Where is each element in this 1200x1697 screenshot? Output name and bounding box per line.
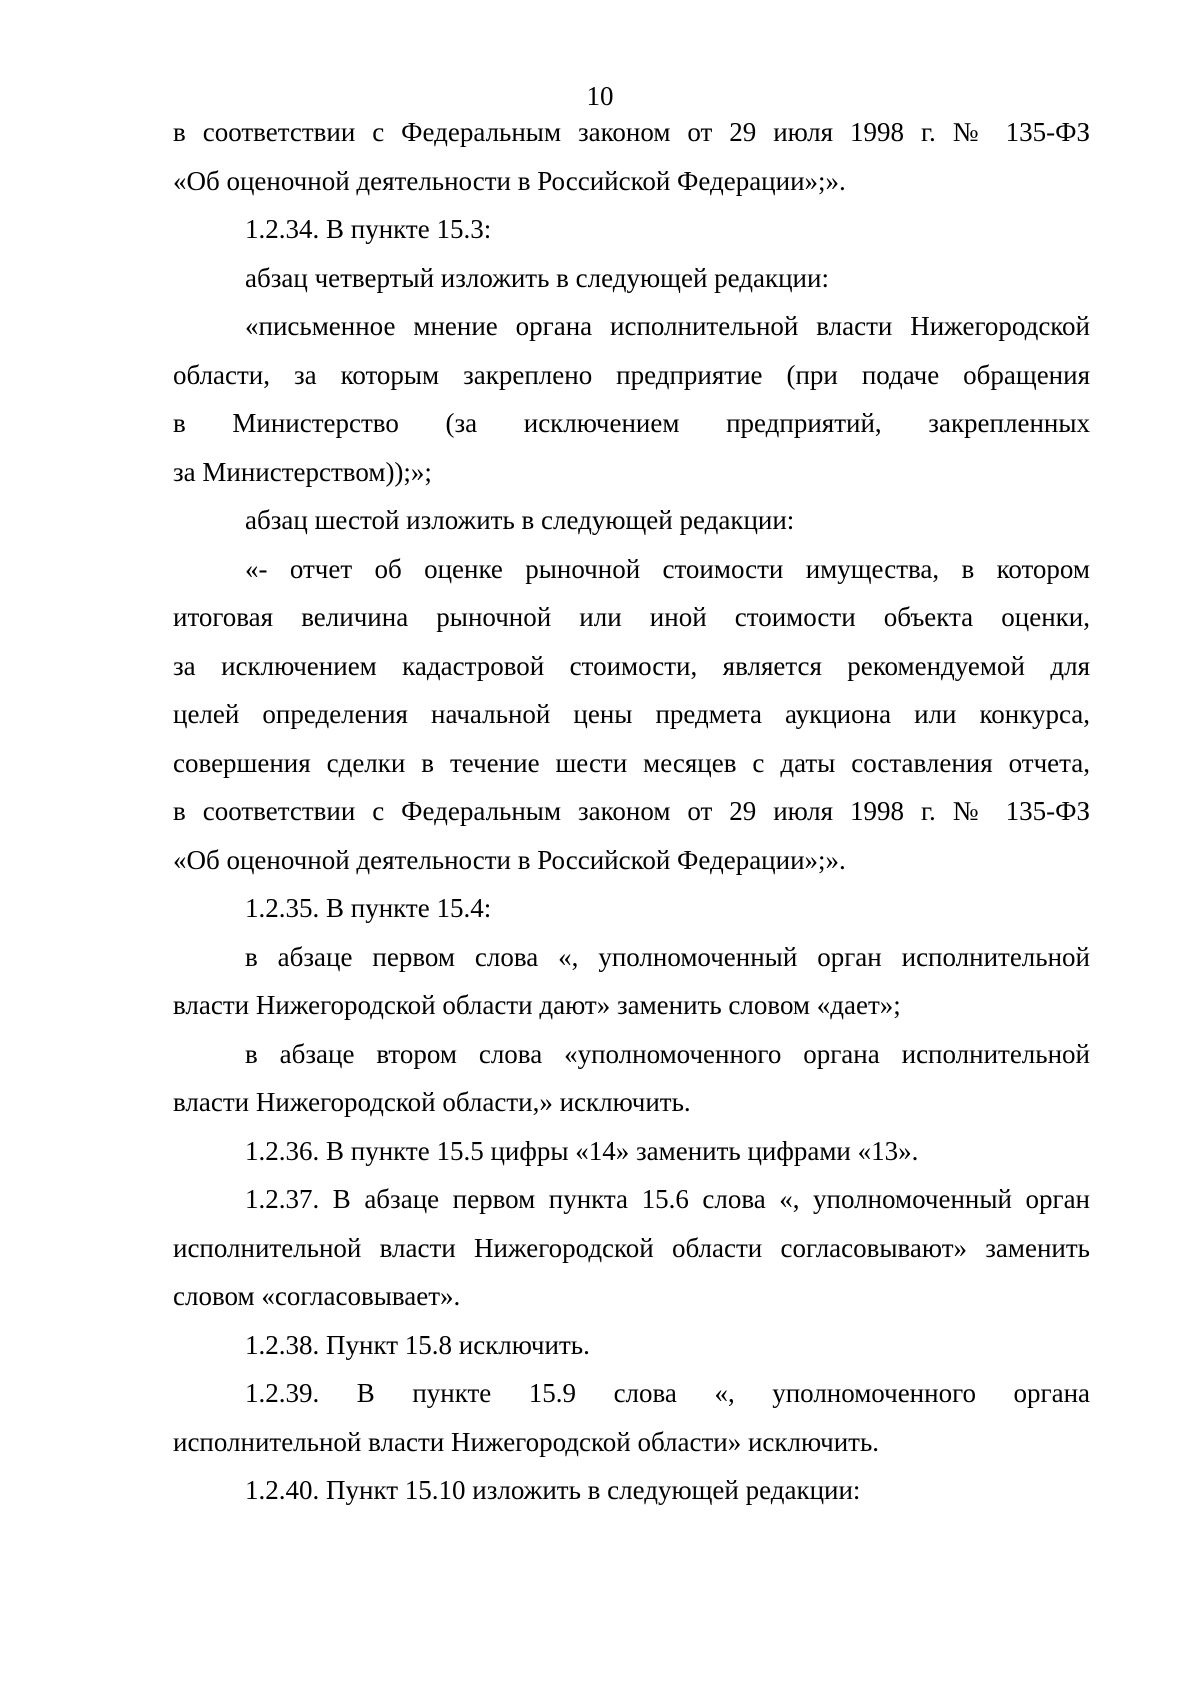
text-line: в абзаце втором слова «уполномоченного органа исполнительной	[245, 1038, 1090, 1069]
text-line: 1.2.39. В пункте 15.9 слова «, уполномоченного органа	[245, 1378, 1090, 1408]
text-line: «письменное мнение органа исполнительной власти Нижегородской	[245, 311, 1090, 341]
text-line: «Об оценочной деятельности в Российской Федерации»;».	[173, 165, 846, 196]
text-line: 1.2.40. Пункт 15.10 изложить в следующей редакции:	[245, 1475, 861, 1505]
text-line: 1.2.36. В пункте 15.5 цифры «14» заменить цифрами «13».	[245, 1135, 919, 1166]
document-body	[173, 108, 1090, 1515]
text-line: 1.2.34. В пункте 15.3:	[245, 214, 492, 244]
text-line: в соответствии с Федеральным законом от 29 июля 1998 г. № 135-ФЗ	[173, 117, 1090, 147]
text-line: власти Нижегородской области дают» заменить словом «дает»;	[173, 990, 901, 1020]
text-line: целей определения начальной цены предмета аукциона или конкурса,	[173, 699, 1090, 729]
text-line: «Об оценочной деятельности в Российской Федерации»;».	[173, 844, 846, 875]
text-line: в соответствии с Федеральным законом от 29 июля 1998 г. № 135-ФЗ	[173, 796, 1090, 826]
text-line: абзац четвертый изложить в следующей редакции:	[245, 262, 829, 293]
text-line: в абзаце первом слова «, уполномоченный орган исполнительной	[245, 941, 1090, 972]
text-line: за исключением кадастровой стоимости, является рекомендуемой для	[173, 650, 1090, 681]
text-line: в Министерство (за исключением предприятий, закрепленных	[173, 408, 1090, 438]
page-number: 10	[586, 81, 614, 111]
text-line: итоговая величина рыночной или иной стоимости объекта оценки,	[173, 602, 1090, 632]
text-line: исполнительной власти Нижегородской области согласовывают» заменить	[173, 1232, 1090, 1263]
text-line: совершения сделки в течение шести месяцев с даты составления отчета,	[173, 747, 1090, 778]
text-line: области, за которым закреплено предприятие (при подаче обращения	[173, 359, 1090, 390]
text-line: 1.2.38. Пункт 15.8 исключить.	[245, 1329, 590, 1360]
text-line: «- отчет об оценке рыночной стоимости имущества, в котором	[245, 553, 1090, 584]
text-line: 1.2.35. В пункте 15.4:	[245, 893, 492, 923]
text-line: словом «согласовывает».	[173, 1281, 461, 1311]
text-line: исполнительной власти Нижегородской области» исключить.	[173, 1426, 880, 1457]
text-line: за Министерством));»;	[173, 456, 432, 487]
text-line: абзац шестой изложить в следующей редакции:	[245, 505, 795, 535]
text-line: 1.2.37. В абзаце первом пункта 15.6 слова «, уполномоченный орган	[245, 1184, 1090, 1214]
text-line: власти Нижегородской области,» исключить.	[173, 1087, 691, 1117]
